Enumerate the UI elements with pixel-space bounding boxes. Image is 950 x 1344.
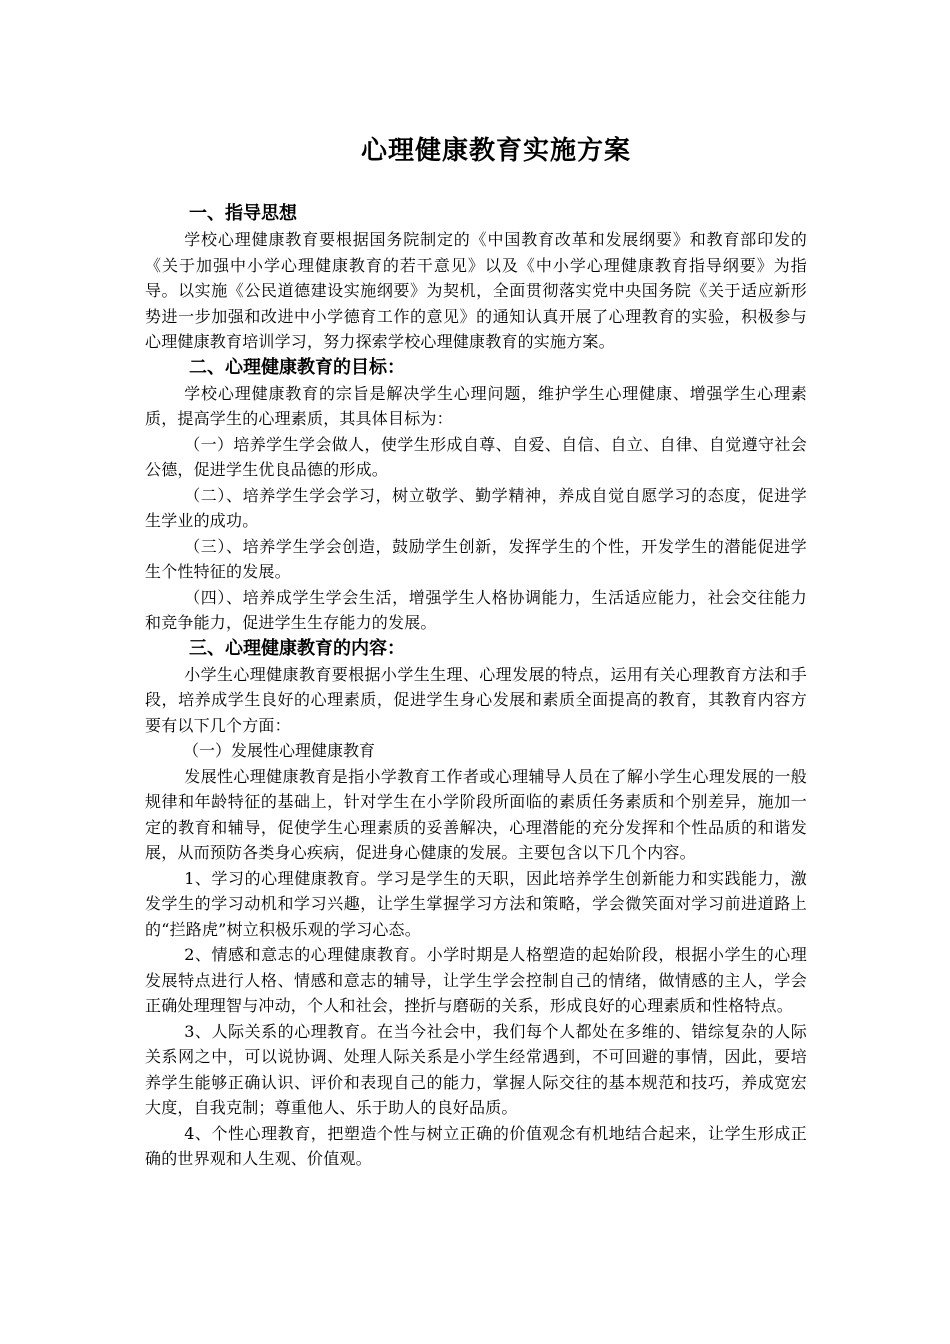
document-page: [145, 130, 807, 1172]
section-heading: 二、心理健康教育的目标：: [189, 356, 405, 378]
section-content: [145, 636, 807, 1172]
paragraph: 发展性心理健康教育是指小学教育工作者或心理辅导人员在了解小学生心理发展的一般规律和年龄特征的基础上，针对学生在小学阶段所面临的素质任务素质和个别差异，施加一定的教育和辅导，促使学生心理素质的妥善解决，心理潜能的充分发挥和个性品质的和谐发展，从而预防各类身心疾病，促进身心健康的发展。主要包含以下几个内容。: [145, 766, 807, 862]
document-title: 心理健康教育实施方案: [360, 136, 631, 166]
paragraph: 学校心理健康教育要根据国务院制定的《中国教育改革和发展纲要》和教育部印发的《关于加强中小学心理健康教育的若干意见》以及《中小学心理健康教育指导纲要》为指导。以实施《公民道德建设实施纲要》为契机，全面贯彻落实党中央国务院《关于适应新形势进一步加强和改进中小学德育工作的意见》的通知认真开展了心理教育的实验，积极参与心理健康教育培训学习，努力探索学校心理健康教育的实施方案。: [145, 230, 807, 351]
paragraph: 学校心理健康教育的宗旨是解决学生心理问题，维护学生心理健康、增强学生心理素质，提高学生的心理素质，其具体目标为：: [145, 383, 807, 428]
section-goals: [145, 355, 807, 636]
paragraph: 3、人际关系的心理教育。在当今社会中，我们每个人都处在多维的、错综复杂的人际关系网之中，可以说协调、处理人际关系是小学生经常遇到，不可回避的事情，因此，要培养学生能够正确认识、评价和表现自己的能力，掌握人际交往的基本规范和技巧，养成宽宏大度，自我克制；尊重他人、乐于助人的良好品质。: [145, 1021, 807, 1117]
paragraph: （三）、培养学生学会创造，鼓励学生创新，发挥学生的个性，开发学生的潜能促进学生个性特征的发展。: [145, 536, 807, 581]
paragraph: （二）、培养学生学会学习，树立敬学、勤学精神，养成自觉自愿学习的态度，促进学生学业的成功。: [145, 485, 807, 530]
paragraph: 4、个性心理教育，把塑造个性与树立正确的价值观念有机地结合起来，让学生形成正确的世界观和人生观、价值观。: [145, 1123, 807, 1168]
sub-heading: （一）发展性心理健康教育: [183, 741, 376, 760]
paragraph: 2、情感和意志的心理健康教育。小学时期是人格塑造的起始阶段，根据小学生的心理发展特点进行人格、情感和意志的辅导，让学生学会控制自己的情绪，做情感的主人，学会正确处理理智与冲动，个人和社会，挫折与磨砺的关系，形成良好的心理素质和性格特点。: [145, 945, 807, 1015]
paragraph: （四）、培养成学生学会生活，增强学生人格协调能力，生活适应能力，社会交往能力和竞争能力，促进学生生存能力的发展。: [145, 587, 807, 632]
paragraph: （一）培养学生学会做人，使学生形成自尊、自爱、自信、自立、自律、自觉遵守社会公德，促进学生优良品德的形成。: [145, 434, 807, 479]
paragraph: 小学生心理健康教育要根据小学生生理、心理发展的特点，运用有关心理教育方法和手段，培养成学生良好的心理素质，促进学生身心发展和素质全面提高的教育，其教育内容方要有以下几个方面：: [145, 664, 807, 735]
section-heading: 一、指导思想: [189, 203, 297, 224]
section-guiding-ideology: [145, 201, 807, 355]
paragraph: 1、学习的心理健康教育。学习是学生的天职，因此培养学生创新能力和实践能力，激发学生的学习动机和学习兴趣，让学生掌握学习方法和策略，学会微笑面对学习前进道路上的“拦路虎”树立积极乐观的学习心态。: [145, 868, 807, 939]
section-heading: 三、心理健康教育的内容：: [189, 637, 405, 659]
